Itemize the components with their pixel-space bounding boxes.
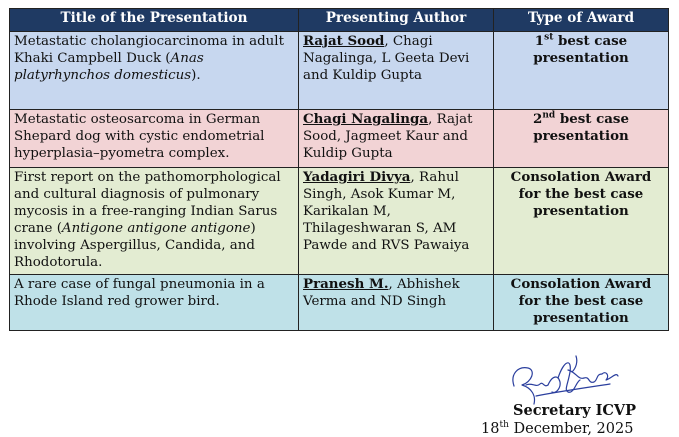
awards-table (9, 8, 669, 331)
header-author: Presenting Author (299, 9, 494, 32)
presentation-title: First report on the pathomorphological and cultural diagnosis of pulmonary mycosis in a free-ranging Indian Sarus crane (Antigone antigone antigone) involving Aspergillus, Candida, and Rhodotorula. (10, 168, 299, 275)
award-type: 2nd best case presentation (494, 110, 669, 168)
signature-block (476, 352, 637, 437)
lead-author: Chagi Nagalinga (303, 111, 429, 127)
table-row (10, 110, 669, 168)
table-row (10, 32, 669, 110)
presenting-author: Rajat Sood, Chagi Nagalinga, L Geeta Devi and Kuldip Gupta (299, 32, 494, 110)
award-type: 1st best case presentation (494, 32, 669, 110)
presenting-author: Pranesh M., Abhishek Verma and ND Singh (299, 275, 494, 331)
signature-date: 18th December, 2025 (481, 420, 634, 437)
table-row (10, 275, 669, 331)
presenting-author: Yadagiri Divya, Rahul Singh, Asok Kumar M, Karikalan M, Thilageshwaran S, AM Pawde and RVS Pawaiya (299, 168, 494, 275)
presentation-title: Metastatic cholangiocarcinoma in adult Khaki Campbell Duck (Anas platyrhynchos domesticus). (10, 32, 299, 110)
header-award: Type of Award (494, 9, 669, 32)
presentation-title: A rare case of fungal pneumonia in a Rhode Island red grower bird. (10, 275, 299, 331)
header-title: Title of the Presentation (10, 9, 299, 32)
award-type: Consolation Award for the best case presentation (494, 275, 669, 331)
presenting-author: Chagi Nagalinga, Rajat Sood, Jagmeet Kaur and Kuldip Gupta (299, 110, 494, 168)
table-header-row (10, 9, 669, 32)
table-row (10, 168, 669, 275)
award-type: Consolation Award for the best case presentation (494, 168, 669, 275)
presentation-title: Metastatic osteosarcoma in German Shepard dog with cystic endometrial hyperplasia–pyometra complex. (10, 110, 299, 168)
secretary-title: Secretary ICVP (513, 402, 637, 419)
lead-author: Yadagiri Divya (303, 169, 411, 185)
lead-author: Rajat Sood (303, 33, 385, 49)
lead-author: Pranesh M. (303, 276, 389, 292)
